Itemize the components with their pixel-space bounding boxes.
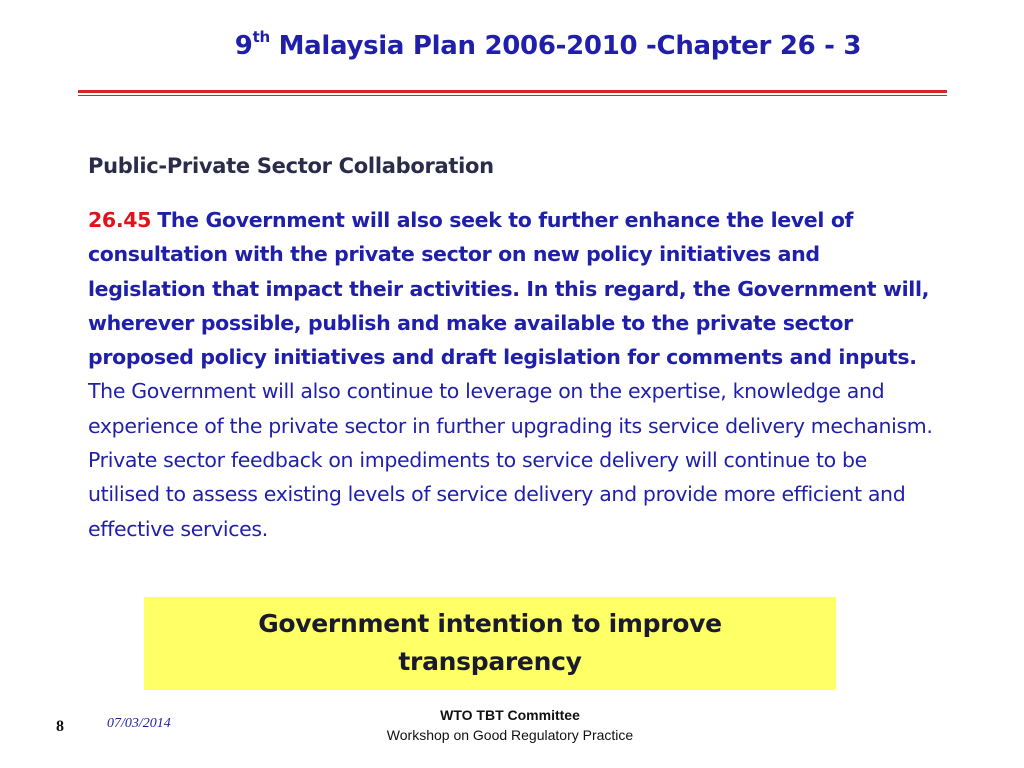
footer-line-1: WTO TBT Committee — [440, 707, 580, 723]
footer-line-2: Workshop on Good Regulatory Practice — [386, 727, 634, 743]
title-rest: Malaysia Plan 2006-2010 -Chapter 26 - 3 — [269, 30, 862, 61]
paragraph-bold-text: The Government will also seek to further enhance the level of consultation with the private sector on new policy initiatives and legislation that impact their activities. In this regard, the Government will, wherever possible, publish and make available to the private sector proposed policy initiatives and draft legislation for comments and inputs. — [88, 208, 930, 370]
footer-caption — [340, 706, 680, 746]
page-number: 8 — [56, 718, 64, 735]
highlight-box — [144, 597, 836, 690]
footer-date: 07/03/2014 — [107, 716, 171, 731]
title-superscript: th — [252, 28, 270, 46]
paragraph-regular-text: The Government will also continue to leverage on the expertise, knowledge and experience of the private sector in further upgrading its service delivery mechanism. Private sector feedback on impediments to service delivery will continue to be utilised to assess existing levels of service delivery and provide more efficient and effective services. — [88, 379, 933, 541]
title-rule-bottom — [78, 95, 947, 96]
highlight-text: Government intention to improve transparency — [258, 609, 722, 676]
body-paragraph — [88, 203, 938, 546]
title-prefix: 9 — [234, 30, 253, 61]
slide-title — [0, 30, 1024, 61]
section-subheading: Public-Private Sector Collaboration — [88, 154, 494, 178]
paragraph-number: 26.45 — [88, 208, 152, 232]
title-rule-top — [78, 90, 947, 93]
